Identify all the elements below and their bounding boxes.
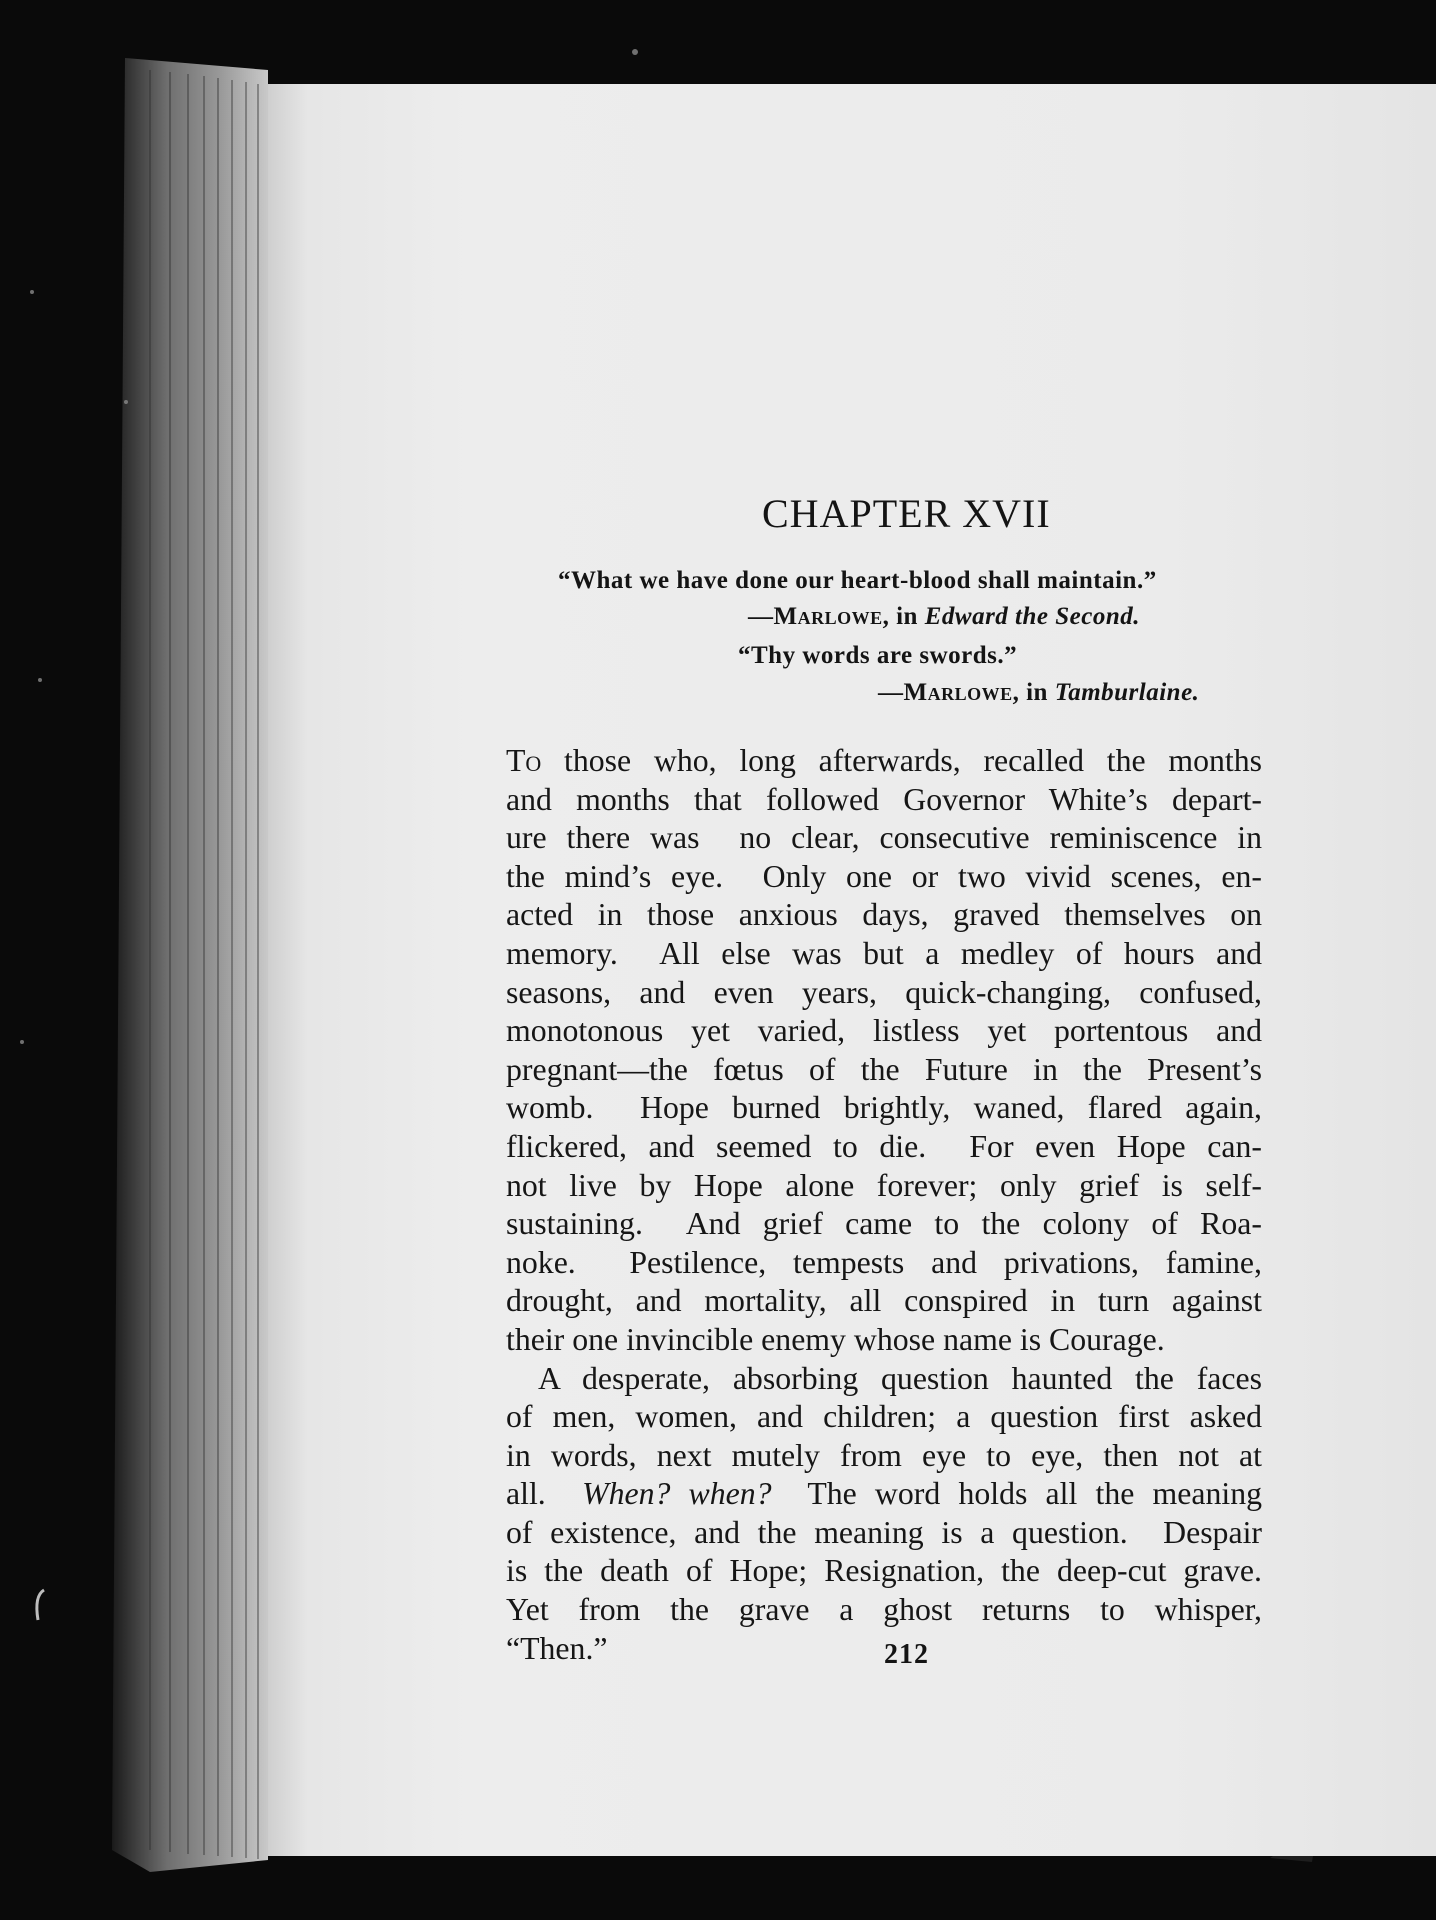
text-line <box>506 1205 1262 1244</box>
text-line <box>506 1437 1262 1476</box>
text-line <box>506 1475 1262 1514</box>
chapter-heading: CHAPTER XVII <box>762 491 1051 536</box>
text-segment: The word holds all the meaning <box>771 1476 1262 1512</box>
text-segment: womb. Hope burned brightly, waned, flared again, <box>506 1090 1262 1126</box>
text-segment: sustaining. And grief came to the colony of Roa- <box>506 1206 1262 1242</box>
text-segment: not live by Hope alone forever; only grief is self- <box>506 1167 1262 1203</box>
text-segment: seasons, and even years, quick-changing, confused, <box>506 974 1262 1010</box>
text-segment: the mind’s eye. Only one or two vivid scenes, en- <box>506 858 1262 894</box>
text-segment: Yet from the grave a ghost returns to whisper, <box>506 1592 1262 1628</box>
epigraph-attribution-2 <box>878 679 1199 707</box>
epigraph-attribution-1 <box>748 603 1140 631</box>
text-segment: “Then.” <box>506 1630 608 1666</box>
text-line <box>506 1244 1262 1283</box>
text-line <box>506 1128 1262 1167</box>
text-segment: those who, long afterwards, recalled the months <box>541 743 1262 778</box>
text-segment: pregnant—the fœtus of the Future in the Present’s <box>506 1051 1262 1087</box>
text-line <box>506 935 1262 974</box>
drop-cap-word: To <box>506 743 542 778</box>
epigraph-quote-2: “Thy words are swords.” <box>738 642 1018 669</box>
text-segment: and months that followed Governor White’s depart- <box>506 781 1262 817</box>
epigraph-author-1: —Marlowe <box>748 603 883 630</box>
text-segment: of existence, and the meaning is a question. Despair <box>506 1514 1262 1550</box>
epigraph-work-2: Tamburlaine. <box>1054 679 1200 706</box>
text-line <box>506 1398 1262 1437</box>
text-segment: flickered, and seemed to die. For even Hope can- <box>506 1128 1262 1164</box>
text-segment: all. <box>506 1476 583 1512</box>
text-line <box>506 1591 1262 1630</box>
text-segment: of men, women, and children; a question first asked <box>506 1399 1262 1435</box>
text-line <box>506 1089 1262 1128</box>
text-line <box>506 1514 1262 1553</box>
page-edges <box>112 58 268 1872</box>
text-segment: acted in those anxious days, graved themselves on <box>506 897 1262 933</box>
text-line <box>506 742 1262 781</box>
text-segment: is the death of Hope; Resignation, the deep-cut grave. <box>506 1553 1262 1589</box>
text-segment: A desperate, absorbing question haunted the faces <box>538 1360 1262 1396</box>
text-line <box>506 1321 1262 1360</box>
text-segment: drought, and mortality, all conspired in turn against <box>506 1283 1262 1319</box>
text-line <box>506 1167 1262 1206</box>
page-number: 212 <box>884 1639 929 1670</box>
text-line <box>506 1282 1262 1321</box>
text-line <box>506 1552 1262 1591</box>
text-line <box>506 781 1262 820</box>
text-line <box>506 1360 1262 1399</box>
body-text <box>506 742 1262 1668</box>
text-segment: monotonous yet varied, listless yet portentous and <box>506 1013 1262 1049</box>
text-segment: memory. All else was but a medley of hours and <box>506 935 1262 971</box>
text-line <box>506 896 1262 935</box>
text-segment: noke. Pestilence, tempests and privations, famine, <box>506 1244 1262 1280</box>
text-line <box>506 1051 1262 1090</box>
epigraph-connector-1: , in <box>882 603 925 630</box>
epigraph-connector-2: , in <box>1012 679 1055 706</box>
epigraph-quote-1: “What we have done our heart-blood shall maintain.” <box>558 567 1157 594</box>
text-segment: ure there was no clear, consecutive reminiscence in <box>506 820 1262 856</box>
text-line <box>506 1012 1262 1051</box>
epigraph-work-1: Edward the Second. <box>924 603 1140 630</box>
text-line <box>506 974 1262 1013</box>
text-line <box>506 819 1262 858</box>
text-line <box>506 858 1262 897</box>
text-segment: in words, next mutely from eye to eye, then not at <box>506 1437 1262 1473</box>
text-segment: their one invincible enemy whose name is Courage. <box>506 1321 1165 1357</box>
italic-text: When? when? <box>582 1476 772 1512</box>
epigraph-author-2: —Marlowe <box>878 679 1013 706</box>
